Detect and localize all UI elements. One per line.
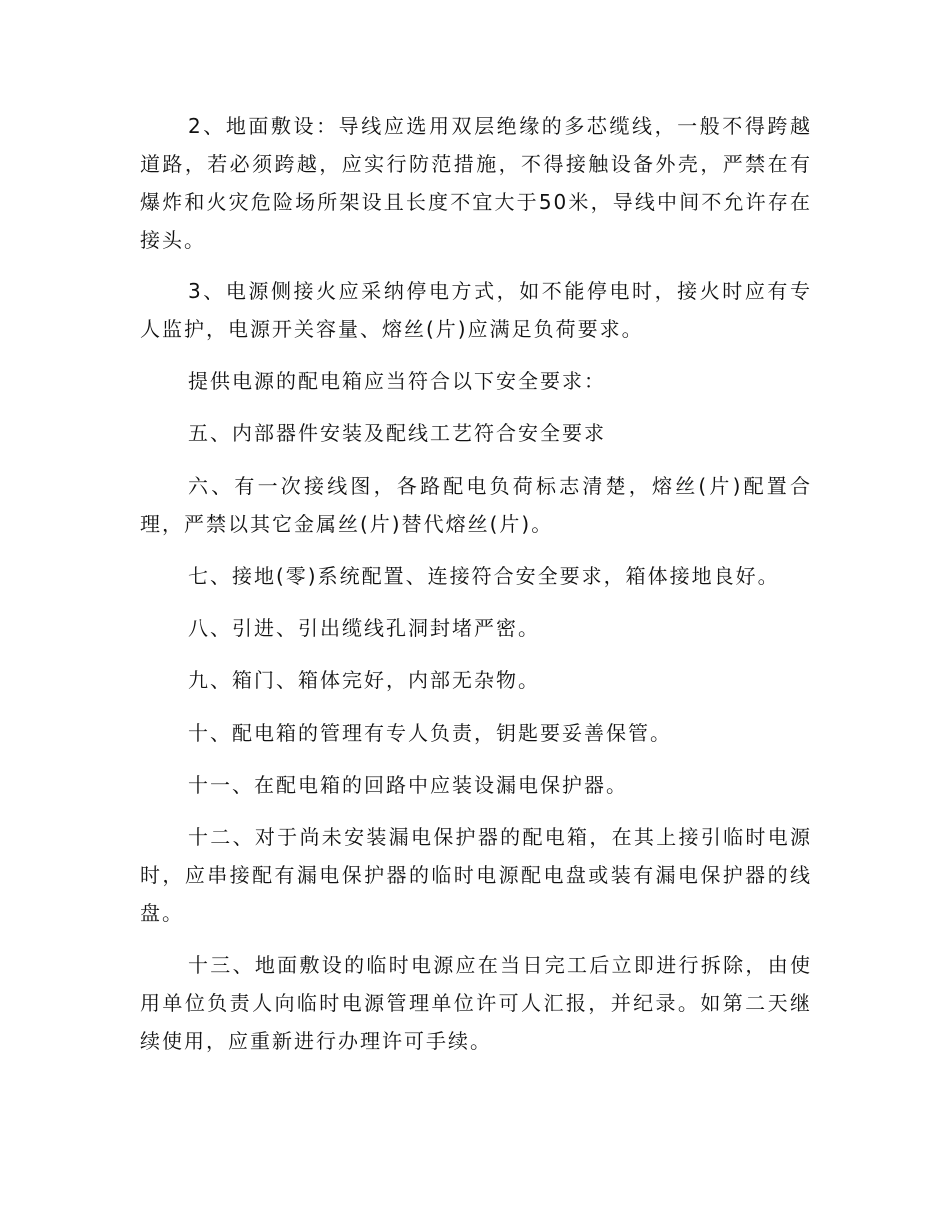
paragraph-distribution-box-intro: 提供电源的配电箱应当符合以下安全要求： [188, 369, 606, 393]
paragraph-item-7: 七、接地(零)系统配置、连接符合安全要求，箱体接地良好。 [188, 564, 780, 588]
paragraph-item-12: 十二、对于尚未安装漏电保护器的配电箱，在其上接引临时电源时，应串接配有漏电保护器的临时电源配电盘或装有漏电保护器的线盘。 [140, 825, 812, 925]
paragraph-item-5: 五、内部器件安装及配线工艺符合安全要求 [188, 421, 606, 445]
paragraph-item-8: 八、引进、引出缆线孔洞封堵严密。 [188, 616, 540, 640]
paragraph-item-10: 十、配电箱的管理有专人负责，钥匙要妥善保管。 [188, 721, 672, 745]
paragraph-item-9: 九、箱门、箱体完好，内部无杂物。 [188, 668, 540, 692]
paragraph-item-13: 十三、地面敷设的临时电源应在当日完工后立即进行拆除，由使用单位负责人向临时电源管理单位许可人汇报，并纪录。如第二天继续使用，应重新进行办理许可手续。 [140, 953, 812, 1053]
paragraph-power-side-connection: 3、电源侧接火应采纳停电方式，如不能停电时，接火时应有专人监护，电源开关容量、熔丝(片)应满足负荷要求。 [140, 279, 812, 341]
paragraph-ground-laying: 2、地面敷设：导线应选用双层绝缘的多芯缆线，一般不得跨越道路，若必须跨越，应实行防范措施，不得接触设备外壳，严禁在有爆炸和火灾危险场所架设且长度不宜大于50米，导线中间不允许存在接头。 [140, 114, 812, 252]
paragraph-item-6: 六、有一次接线图，各路配电负荷标志清楚，熔丝(片)配置合理，严禁以其它金属丝(片)替代熔丝(片)。 [140, 474, 812, 536]
paragraph-item-11: 十一、在配电箱的回路中应装设漏电保护器。 [188, 773, 628, 797]
